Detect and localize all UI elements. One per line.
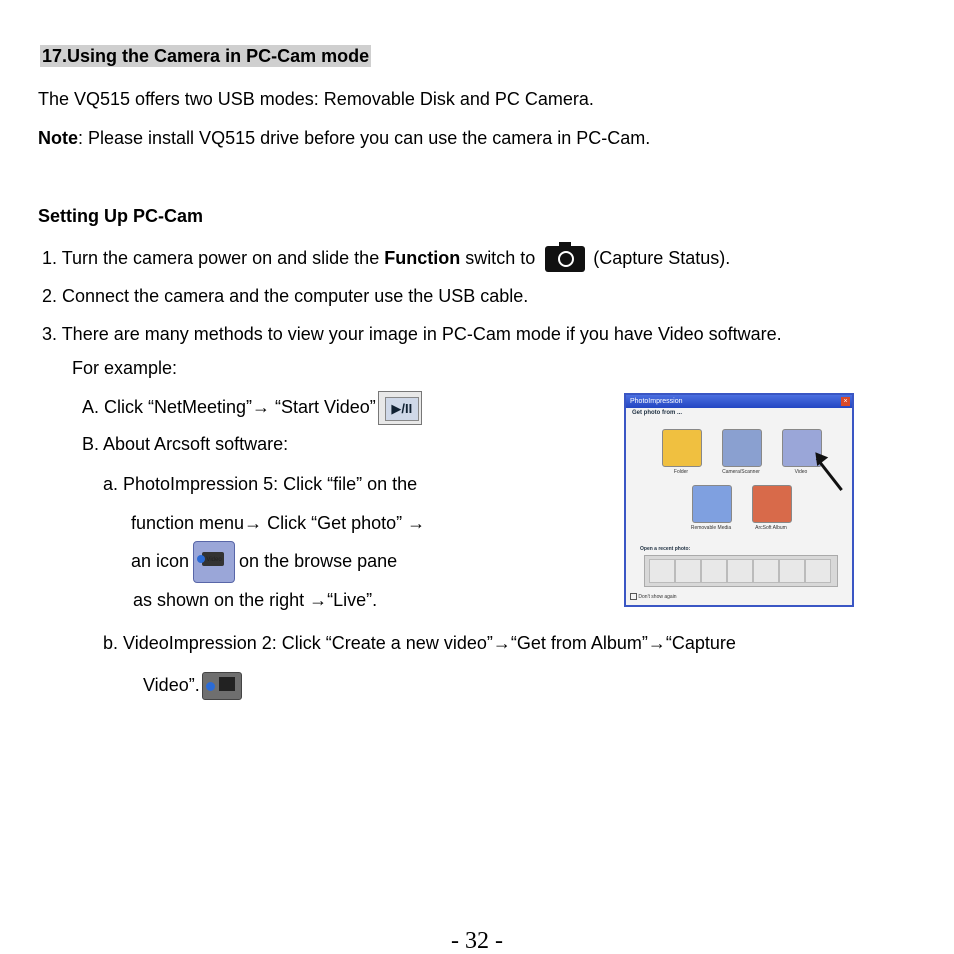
window-titlebar bbox=[626, 395, 852, 408]
sub-b-line1: b. VideoImpression 2: Click “Create a new video”→“Get from Album”→“Capture bbox=[103, 633, 736, 653]
item-a bbox=[82, 390, 422, 425]
setup-title: Setting Up PC-Cam bbox=[38, 206, 204, 226]
tile-label-folder: Folder bbox=[673, 469, 689, 475]
step-2: 2. Connect the camera and the computer use the USB cable. bbox=[42, 286, 529, 306]
note-label: Note bbox=[38, 128, 78, 148]
tile-label-removable: Removable Media bbox=[690, 525, 732, 531]
sub-a-line3-post: on the browse pane bbox=[239, 551, 398, 571]
photoimpression-screenshot bbox=[624, 393, 854, 607]
step-1-post: (Capture Status). bbox=[593, 248, 731, 268]
tile-label-album: ArcSoft Album bbox=[755, 525, 787, 531]
sub-b-line2-text: Video”. bbox=[143, 675, 200, 695]
video-camera-icon bbox=[193, 541, 235, 583]
item-b: B. About Arcsoft software: bbox=[82, 434, 289, 454]
video-icon-label: Video bbox=[206, 557, 222, 564]
sub-a-line4: as shown on the right →“Live”. bbox=[133, 590, 378, 610]
sub-a-line2: function menu→ Click “Get photo” → bbox=[131, 513, 426, 533]
close-icon[interactable]: × bbox=[841, 397, 850, 406]
recent-photo-label: Open a recent photo: bbox=[640, 546, 691, 552]
removable-media-icon[interactable] bbox=[692, 485, 732, 523]
section-heading: 17.Using the Camera in PC-Cam mode bbox=[42, 46, 370, 66]
sub-b-line2 bbox=[143, 670, 242, 700]
function-label: Function bbox=[384, 248, 461, 268]
note-paragraph bbox=[38, 127, 650, 149]
tile-label-video: Video bbox=[794, 469, 808, 475]
step-1-pre: 1. Turn the camera power on and slide the bbox=[42, 248, 385, 268]
camera-icon bbox=[545, 246, 585, 272]
start-video-icon bbox=[378, 391, 422, 425]
sub-a-line3-pre: an icon bbox=[131, 551, 190, 571]
get-photo-from-label: Get photo from ... bbox=[632, 410, 682, 416]
sub-a-line3 bbox=[131, 540, 397, 583]
capture-video-icon bbox=[202, 672, 242, 700]
dont-show-checkbox[interactable] bbox=[630, 593, 677, 600]
intro-text: The VQ515 offers two USB modes: Removable Disk and PC Camera. bbox=[38, 89, 594, 109]
step-1 bbox=[42, 244, 730, 272]
step-3: 3. There are many methods to view your image in PC-Cam mode if you have Video software. bbox=[42, 324, 782, 344]
note-text: : Please install VQ515 drive before you can use the camera in PC-Cam. bbox=[78, 128, 651, 148]
recent-photo-strip[interactable] bbox=[644, 555, 838, 587]
tile-label-camera: Camera/Scanner bbox=[722, 469, 760, 475]
sub-a-line1: a. PhotoImpression 5: Click “file” on the bbox=[103, 474, 418, 494]
window-title: PhotoImpression bbox=[630, 398, 683, 405]
camera-scanner-icon[interactable] bbox=[722, 429, 762, 467]
arcsoft-album-icon[interactable] bbox=[752, 485, 792, 523]
for-example: For example: bbox=[72, 358, 178, 378]
start-video-icon-glyph: ▶/II bbox=[385, 397, 419, 421]
step-1-mid: switch to bbox=[460, 248, 536, 268]
page-number: - 32 - bbox=[451, 928, 503, 954]
dont-show-label: Don't show again bbox=[638, 593, 677, 600]
item-a-text: A. Click “NetMeeting”→ “Start Video” bbox=[82, 397, 376, 417]
folder-icon[interactable] bbox=[662, 429, 702, 467]
